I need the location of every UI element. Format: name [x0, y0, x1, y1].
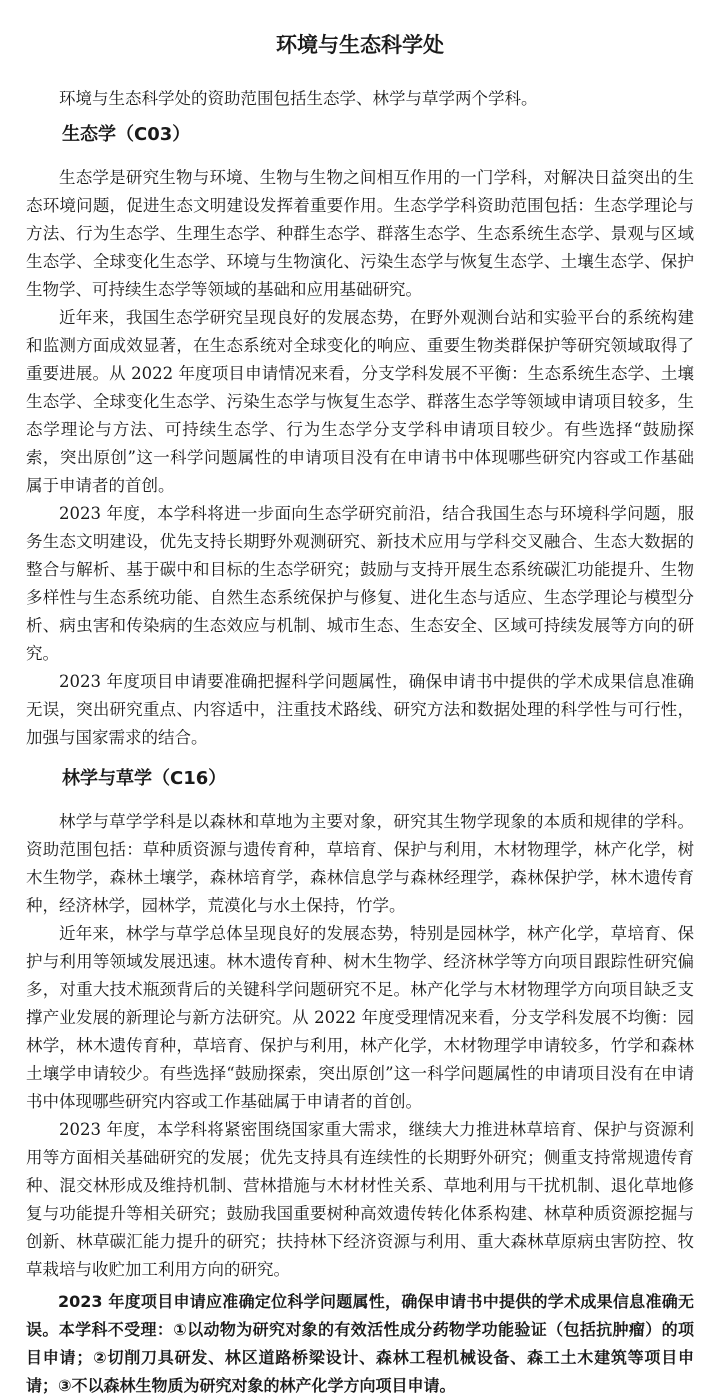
section-forestry-grass: [26, 764, 694, 1400]
intro-paragraph: 环境与生态科学处的资助范围包括生态学、林学与草学两个学科。: [59, 89, 538, 108]
section-heading-ecology: 生态学（C03）: [62, 124, 191, 145]
forestry-paragraph-3: 2023 年度，本学科将紧密围绕国家重大需求，继续大力推进林草培育、保护与资源利用等方面相关基础研究的发展；优先支持具有连续性的长期野外研究；侧重支持常规遗传育种、混交林形成及维持机制、营林措施与木材材性关系、草地利用与干扰机制、退化草地修复与功能提升等相关研究；鼓励我国重要树种高效遗传转化体系构建、林草种质资源挖掘与创新、林草碳汇能力提升的研究；扶持林下经济资源与利用、重大森林草原病虫害防控、牧草栽培与收贮加工利用方向的研究。: [26, 1120, 694, 1279]
forestry-paragraph-1: 林学与草学学科是以森林和草地为主要对象，研究其生物学现象的本质和规律的学科。资助范围包括：草种质资源与遗传育种，草培育、保护与利用，木材物理学，林产化学，树木生物学，森林土壤学，森林培育学，森林信息学与森林经理学，森林保护学，林木遗传育种，经济林学，园林学，荒漠化与水土保持，竹学。: [26, 812, 694, 915]
section-ecology: [26, 120, 694, 752]
ecology-paragraph-4: 2023 年度项目申请要准确把握科学问题属性，确保申请书中提供的学术成果信息准确无误，突出研究重点、内容适中，注重技术路线、研究方法和数据处理的科学性与可行性，加强与国家需求的结合。: [26, 672, 694, 747]
section-heading-forestry-grass: 林学与草学（C16）: [62, 768, 227, 789]
ecology-paragraph-3: 2023 年度，本学科将进一步面向生态学研究前沿，结合我国生态与环境科学问题，服务生态文明建设，优先支持长期野外观测研究、新技术应用与学科交叉融合、生态大数据的整合与解析、基于碳中和目标的生态学研究；鼓励与支持开展生态系统碳汇功能提升、生物多样性与生态系统功能、自然生态系统保护与修复、进化生态与适应、生态学理论与模型分析、病虫害和传染病的生态效应与机制、城市生态、生态安全、区域可持续发展等方向的研究。: [26, 504, 694, 663]
ecology-paragraph-2: 近年来，我国生态学研究呈现良好的发展态势，在野外观测台站和实验平台的系统构建和监测方面成效显著，在生态系统对全球变化的响应、重要生物类群保护等研究领域取得了重要进展。从 2022 年度项目申请情况来看，分支学科发展不平衡：生态系统生态学、土壤生态学、全球变化生态学、污染生态学与恢复生态学、群落生态学等领域申请项目较多，生态学理论与方法、可持续生态学、行为生态学分支学科申请项目较少。有些选择“鼓励探索，突出原创”这一科学问题属性的申请项目没有在申请书中体现哪些研究内容或工作基础属于申请者的首创。: [26, 308, 694, 495]
ecology-paragraph-1: 生态学是研究生物与环境、生物与生物之间相互作用的一门学科，对解决日益突出的生态环境问题，促进生态文明建设发挥着重要作用。生态学学科资助范围包括：生态学理论与方法、行为生态学、生理生态学、种群生态学、群落生态学、生态系统生态学、景观与区域生态学、全球变化生态学、环境与生物演化、污染生态学与恢复生态学、土壤生态学、保护生物学、可持续生态学等领域的基础和应用基础研究。: [26, 168, 694, 299]
page-title: 环境与生态科学处: [276, 33, 444, 57]
forestry-exclusion-paragraph: 2023 年度项目申请应准确定位科学问题属性，确保申请书中提供的学术成果信息准确无误。本学科不受理：①以动物为研究对象的有效活性成分药物学功能验证（包括抗肿瘤）的项目申请；②切削刀具研发、林区道路桥梁设计、森林工程机械设备、森工土木建筑等项目申请；③不以森林生物质为研究对象的林产化学方向项目申请。: [26, 1292, 694, 1395]
forestry-paragraph-2: 近年来，林学与草学总体呈现良好的发展态势，特别是园林学，林产化学，草培育、保护与利用等领域发展迅速。林木遗传育种、树木生物学、经济林学等方向项目跟踪性研究偏多，对重大技术瓶颈背后的关键科学问题研究不足。林产化学与木材物理学方向项目缺乏支撑产业发展的新理论与新方法研究。从 2022 年度受理情况来看，分支学科发展不均衡：园林学，林木遗传育种，草培育、保护与利用，林产化学，木材物理学申请较多，竹学和森林土壤学申请较少。有些选择“鼓励探索，突出原创”这一科学问题属性的申请项目没有在申请书中体现哪些研究内容或工作基础属于申请者的首创。: [26, 924, 694, 1111]
